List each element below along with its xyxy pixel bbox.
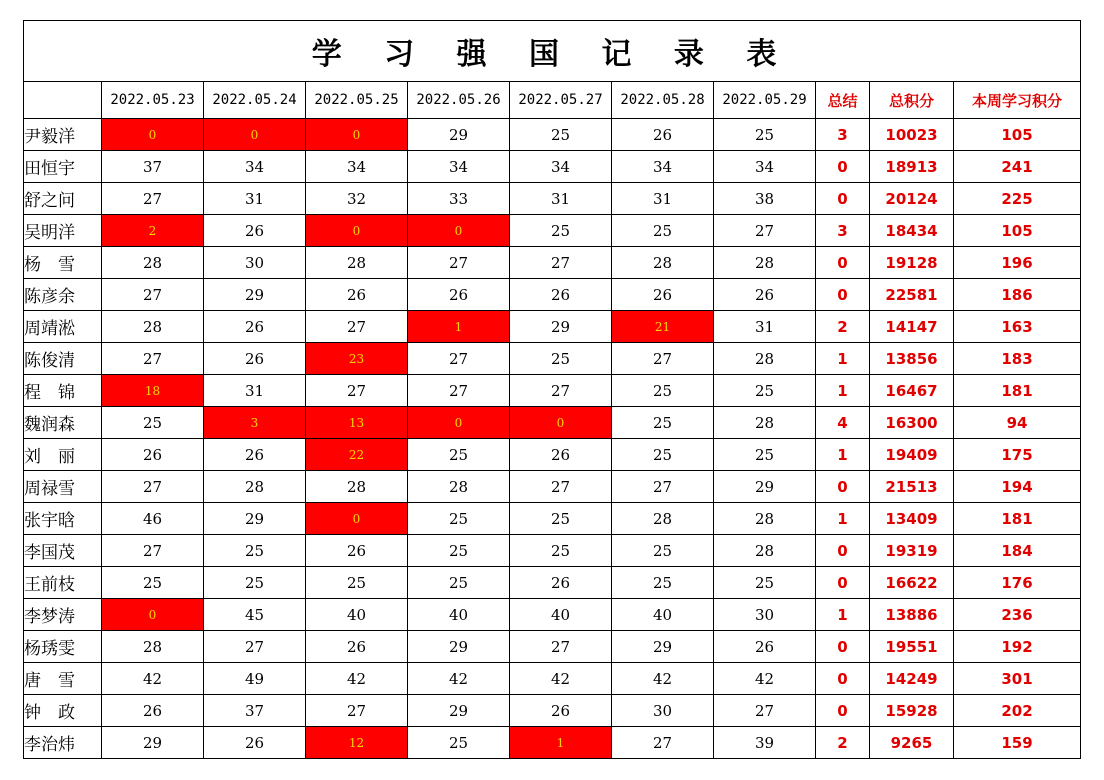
score-cell: 28 (714, 247, 816, 279)
score-cell: 29 (510, 311, 612, 343)
score-cell: 27 (510, 471, 612, 503)
score-cell-low: 18 (102, 375, 204, 407)
student-name-cell: 杨 雪 (24, 247, 102, 279)
score-cell-low: 0 (408, 215, 510, 247)
score-cell: 26 (612, 279, 714, 311)
score-cell: 34 (612, 151, 714, 183)
score-cell: 27 (306, 375, 408, 407)
table-row (24, 375, 1081, 407)
table-row (24, 279, 1081, 311)
summary-cell: 0 (816, 247, 870, 279)
summary-cell: 0 (816, 567, 870, 599)
score-cell: 26 (714, 631, 816, 663)
score-cell: 27 (612, 471, 714, 503)
score-cell: 26 (510, 695, 612, 727)
summary-cell: 0 (816, 279, 870, 311)
score-cell: 33 (408, 183, 510, 215)
total-points-cell: 13886 (870, 599, 954, 631)
header-date-cell: 2022.05.23 (102, 82, 204, 119)
summary-cell: 4 (816, 407, 870, 439)
table-row (24, 503, 1081, 535)
weekly-points-cell: 192 (954, 631, 1081, 663)
score-cell: 31 (204, 375, 306, 407)
score-cell: 34 (408, 151, 510, 183)
student-name-cell: 程 锦 (24, 375, 102, 407)
score-cell: 42 (306, 663, 408, 695)
total-points-cell: 19551 (870, 631, 954, 663)
score-cell: 25 (204, 567, 306, 599)
score-cell-low: 0 (306, 215, 408, 247)
table-row (24, 631, 1081, 663)
score-cell-low: 0 (306, 503, 408, 535)
student-name-cell: 王前枝 (24, 567, 102, 599)
score-cell: 25 (612, 375, 714, 407)
summary-cell: 0 (816, 151, 870, 183)
score-cell: 27 (408, 343, 510, 375)
student-name-cell: 吴明洋 (24, 215, 102, 247)
total-points-cell: 13409 (870, 503, 954, 535)
score-cell: 34 (204, 151, 306, 183)
score-cell-low: 12 (306, 727, 408, 759)
header-name-cell (24, 82, 102, 119)
student-name-cell: 张宇晗 (24, 503, 102, 535)
score-cell: 29 (408, 119, 510, 151)
header-date-cell: 2022.05.25 (306, 82, 408, 119)
score-cell: 25 (714, 439, 816, 471)
student-name-cell: 尹毅洋 (24, 119, 102, 151)
score-cell: 31 (612, 183, 714, 215)
header-summary-cell: 总结 (816, 82, 870, 119)
score-cell: 46 (102, 503, 204, 535)
table-row (24, 407, 1081, 439)
score-cell: 27 (306, 311, 408, 343)
summary-cell: 3 (816, 215, 870, 247)
weekly-points-cell: 105 (954, 215, 1081, 247)
table-row (24, 151, 1081, 183)
summary-cell: 0 (816, 663, 870, 695)
header-total-cell: 总积分 (870, 82, 954, 119)
score-cell: 25 (510, 343, 612, 375)
score-cell: 42 (714, 663, 816, 695)
score-cell: 28 (714, 535, 816, 567)
score-cell: 25 (612, 567, 714, 599)
score-cell: 28 (306, 471, 408, 503)
score-cell: 26 (306, 631, 408, 663)
summary-cell: 1 (816, 439, 870, 471)
weekly-points-cell: 236 (954, 599, 1081, 631)
score-cell: 26 (612, 119, 714, 151)
score-cell: 27 (102, 279, 204, 311)
score-cell-low: 1 (510, 727, 612, 759)
score-cell: 29 (408, 695, 510, 727)
total-points-cell: 14147 (870, 311, 954, 343)
score-cell: 37 (102, 151, 204, 183)
summary-cell: 1 (816, 375, 870, 407)
score-cell: 25 (306, 567, 408, 599)
student-name-cell: 钟 政 (24, 695, 102, 727)
score-cell: 26 (714, 279, 816, 311)
score-cell: 27 (612, 727, 714, 759)
weekly-points-cell: 176 (954, 567, 1081, 599)
record-table (23, 20, 1081, 759)
score-cell: 27 (408, 375, 510, 407)
score-cell-low: 21 (612, 311, 714, 343)
score-cell: 25 (510, 503, 612, 535)
score-cell: 25 (204, 535, 306, 567)
total-points-cell: 22581 (870, 279, 954, 311)
score-cell: 25 (510, 119, 612, 151)
student-name-cell: 周禄雪 (24, 471, 102, 503)
total-points-cell: 18913 (870, 151, 954, 183)
summary-cell: 0 (816, 535, 870, 567)
weekly-points-cell: 163 (954, 311, 1081, 343)
score-cell: 26 (510, 279, 612, 311)
score-cell: 27 (612, 343, 714, 375)
score-cell-low: 23 (306, 343, 408, 375)
table-row (24, 567, 1081, 599)
score-cell: 29 (612, 631, 714, 663)
score-cell: 28 (612, 503, 714, 535)
score-cell: 29 (408, 631, 510, 663)
summary-cell: 0 (816, 695, 870, 727)
score-cell-low: 1 (408, 311, 510, 343)
score-cell: 40 (510, 599, 612, 631)
score-cell-low: 0 (408, 407, 510, 439)
total-points-cell: 16467 (870, 375, 954, 407)
score-cell: 25 (408, 503, 510, 535)
table-row (24, 311, 1081, 343)
weekly-points-cell: 175 (954, 439, 1081, 471)
score-cell-low: 0 (306, 119, 408, 151)
score-cell: 27 (102, 535, 204, 567)
weekly-points-cell: 196 (954, 247, 1081, 279)
weekly-points-cell: 202 (954, 695, 1081, 727)
score-cell: 25 (408, 439, 510, 471)
student-name-cell: 李国茂 (24, 535, 102, 567)
score-cell: 26 (306, 279, 408, 311)
score-cell-low: 0 (102, 119, 204, 151)
header-date-cell: 2022.05.27 (510, 82, 612, 119)
table-row (24, 727, 1081, 759)
summary-cell: 3 (816, 119, 870, 151)
score-cell: 25 (714, 567, 816, 599)
score-cell: 28 (102, 311, 204, 343)
table-row (24, 183, 1081, 215)
summary-cell: 1 (816, 503, 870, 535)
table-row (24, 599, 1081, 631)
table-row (24, 471, 1081, 503)
score-cell: 28 (306, 247, 408, 279)
total-points-cell: 20124 (870, 183, 954, 215)
score-cell: 27 (408, 247, 510, 279)
score-cell: 26 (408, 279, 510, 311)
score-cell: 37 (204, 695, 306, 727)
score-cell: 28 (612, 247, 714, 279)
score-cell: 28 (408, 471, 510, 503)
score-cell: 26 (204, 727, 306, 759)
title-row (24, 21, 1081, 82)
summary-cell: 2 (816, 311, 870, 343)
summary-cell: 1 (816, 343, 870, 375)
score-cell: 42 (408, 663, 510, 695)
score-cell: 26 (204, 343, 306, 375)
score-cell: 25 (510, 535, 612, 567)
student-name-cell: 周靖淞 (24, 311, 102, 343)
score-cell: 40 (306, 599, 408, 631)
score-cell: 42 (612, 663, 714, 695)
score-cell: 27 (714, 695, 816, 727)
weekly-points-cell: 184 (954, 535, 1081, 567)
summary-cell: 0 (816, 471, 870, 503)
score-cell: 27 (102, 471, 204, 503)
score-cell: 28 (102, 631, 204, 663)
score-cell: 27 (714, 215, 816, 247)
score-cell: 27 (204, 631, 306, 663)
header-date-cell: 2022.05.28 (612, 82, 714, 119)
summary-cell: 0 (816, 183, 870, 215)
score-cell: 26 (510, 567, 612, 599)
score-cell: 40 (612, 599, 714, 631)
total-points-cell: 15928 (870, 695, 954, 727)
score-cell: 30 (204, 247, 306, 279)
weekly-points-cell: 301 (954, 663, 1081, 695)
score-cell-low: 0 (102, 599, 204, 631)
score-cell: 26 (102, 695, 204, 727)
score-cell-low: 22 (306, 439, 408, 471)
score-cell: 32 (306, 183, 408, 215)
score-cell-low: 2 (102, 215, 204, 247)
weekly-points-cell: 94 (954, 407, 1081, 439)
score-cell: 34 (714, 151, 816, 183)
header-date-cell: 2022.05.26 (408, 82, 510, 119)
score-cell: 25 (102, 407, 204, 439)
score-cell: 30 (714, 599, 816, 631)
score-cell-low: 0 (510, 407, 612, 439)
score-cell: 30 (612, 695, 714, 727)
score-cell: 25 (612, 215, 714, 247)
summary-cell: 0 (816, 631, 870, 663)
score-cell: 25 (408, 535, 510, 567)
score-cell: 26 (204, 311, 306, 343)
student-name-cell: 杨琇雯 (24, 631, 102, 663)
score-cell: 28 (102, 247, 204, 279)
table-row (24, 247, 1081, 279)
score-cell: 40 (408, 599, 510, 631)
score-cell: 34 (306, 151, 408, 183)
header-row (24, 82, 1081, 119)
score-cell: 26 (510, 439, 612, 471)
table-row (24, 695, 1081, 727)
weekly-points-cell: 159 (954, 727, 1081, 759)
score-cell: 26 (204, 439, 306, 471)
score-cell: 29 (204, 279, 306, 311)
table-row (24, 119, 1081, 151)
page-title: 学 习 强 国 记 录 表 (24, 21, 1081, 82)
score-cell: 28 (714, 503, 816, 535)
student-name-cell: 田恒宇 (24, 151, 102, 183)
student-name-cell: 李治炜 (24, 727, 102, 759)
score-cell: 42 (102, 663, 204, 695)
weekly-points-cell: 225 (954, 183, 1081, 215)
score-cell: 27 (306, 695, 408, 727)
score-cell: 26 (306, 535, 408, 567)
student-name-cell: 唐 雪 (24, 663, 102, 695)
weekly-points-cell: 181 (954, 375, 1081, 407)
table-row (24, 215, 1081, 247)
score-cell: 28 (204, 471, 306, 503)
header-weekly-cell: 本周学习积分 (954, 82, 1081, 119)
total-points-cell: 9265 (870, 727, 954, 759)
total-points-cell: 19128 (870, 247, 954, 279)
weekly-points-cell: 183 (954, 343, 1081, 375)
score-cell: 29 (204, 503, 306, 535)
total-points-cell: 19319 (870, 535, 954, 567)
score-cell: 28 (714, 343, 816, 375)
score-cell: 27 (510, 375, 612, 407)
student-name-cell: 李梦涛 (24, 599, 102, 631)
table-row (24, 439, 1081, 471)
score-cell: 29 (714, 471, 816, 503)
score-cell: 26 (102, 439, 204, 471)
score-cell: 25 (612, 407, 714, 439)
score-cell-low: 0 (204, 119, 306, 151)
score-cell: 42 (510, 663, 612, 695)
score-cell: 27 (510, 247, 612, 279)
score-cell: 49 (204, 663, 306, 695)
total-points-cell: 19409 (870, 439, 954, 471)
student-name-cell: 舒之问 (24, 183, 102, 215)
score-cell: 25 (408, 727, 510, 759)
weekly-points-cell: 194 (954, 471, 1081, 503)
total-points-cell: 16622 (870, 567, 954, 599)
score-cell: 38 (714, 183, 816, 215)
score-cell: 45 (204, 599, 306, 631)
score-cell: 26 (204, 215, 306, 247)
student-name-cell: 陈彦余 (24, 279, 102, 311)
header-date-cell: 2022.05.24 (204, 82, 306, 119)
table-row (24, 535, 1081, 567)
score-cell: 34 (510, 151, 612, 183)
score-cell: 25 (714, 375, 816, 407)
student-name-cell: 陈俊清 (24, 343, 102, 375)
score-cell-low: 3 (204, 407, 306, 439)
score-cell: 27 (102, 183, 204, 215)
score-cell-low: 13 (306, 407, 408, 439)
student-name-cell: 魏润森 (24, 407, 102, 439)
weekly-points-cell: 186 (954, 279, 1081, 311)
summary-cell: 1 (816, 599, 870, 631)
score-cell: 29 (102, 727, 204, 759)
total-points-cell: 21513 (870, 471, 954, 503)
score-cell: 39 (714, 727, 816, 759)
score-cell: 25 (714, 119, 816, 151)
score-cell: 31 (204, 183, 306, 215)
score-cell: 25 (102, 567, 204, 599)
total-points-cell: 13856 (870, 343, 954, 375)
score-cell: 27 (102, 343, 204, 375)
score-cell: 25 (612, 535, 714, 567)
header-date-cell: 2022.05.29 (714, 82, 816, 119)
weekly-points-cell: 181 (954, 503, 1081, 535)
summary-cell: 2 (816, 727, 870, 759)
total-points-cell: 14249 (870, 663, 954, 695)
score-cell: 25 (612, 439, 714, 471)
score-cell: 25 (408, 567, 510, 599)
score-cell: 31 (714, 311, 816, 343)
score-cell: 31 (510, 183, 612, 215)
score-cell: 28 (714, 407, 816, 439)
score-cell: 25 (510, 215, 612, 247)
table-row (24, 663, 1081, 695)
total-points-cell: 16300 (870, 407, 954, 439)
total-points-cell: 10023 (870, 119, 954, 151)
student-name-cell: 刘 丽 (24, 439, 102, 471)
total-points-cell: 18434 (870, 215, 954, 247)
score-cell: 27 (510, 631, 612, 663)
weekly-points-cell: 241 (954, 151, 1081, 183)
table-row (24, 343, 1081, 375)
weekly-points-cell: 105 (954, 119, 1081, 151)
